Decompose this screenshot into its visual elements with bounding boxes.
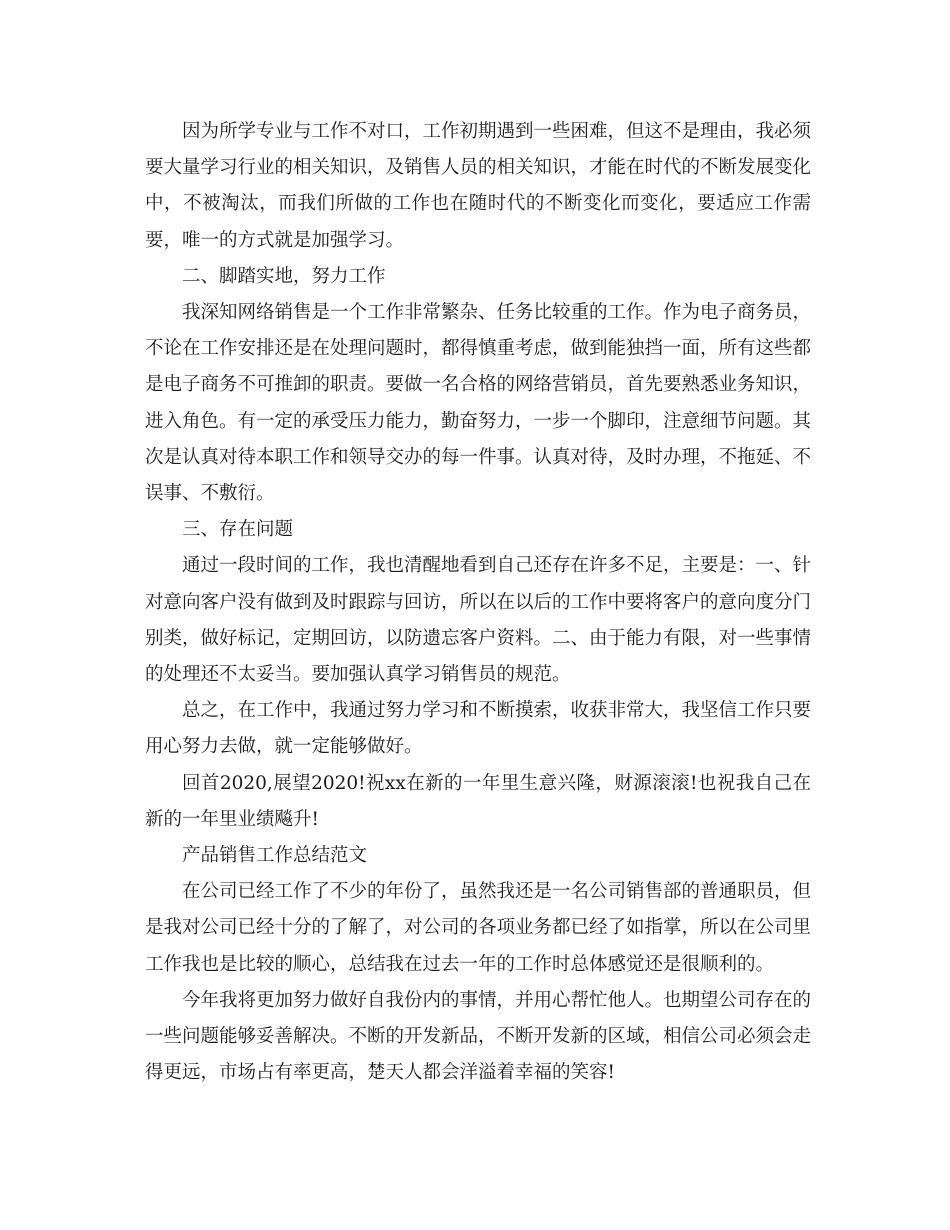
heading-problems: 三、存在问题 — [182, 519, 294, 541]
heading-work-hard: 二、脚踏实地，努力工作 — [182, 265, 386, 287]
paragraph-study: 因为所学专业与工作不对口，工作初期遇到一些困难，但这不是理由，我必须要大量学习行业的相关知识，及销售人员的相关知识，才能在时代的不断发展变化中，不被淘汰，而我们所做的工作也在随时代的不断变化而变化，要适应工作需要，唯一的方式就是加强学习。 — [145, 121, 812, 251]
paragraph-new-year-wishes: 回首2020,展望2020!祝xx在新的一年里生意兴隆，财源滚滚!也祝我自己在新的一年里业绩飚升! — [145, 772, 811, 830]
document-body — [145, 114, 811, 1091]
paragraph-company-experience: 在公司已经工作了不少的年份了，虽然我还是一名公司销售部的普通职员，但是我对公司已经十分的了解了，对公司的各项业务都已经了如指掌，所以在公司里工作我也是比较的顺心，总结我在过去一年的工作时总体感觉还是很顺利的。 — [145, 881, 812, 975]
paragraph-conclusion: 总之，在工作中，我通过努力学习和不断摸索，收获非常大，我坚信工作只要用心努力去做，就一定能够做好。 — [145, 700, 812, 758]
paragraph-shortcomings: 通过一段时间的工作，我也清醒地看到自己还存在许多不足，主要是：一、针对意向客户没有做到及时跟踪与回访，所以在以后的工作中要将客户的意向度分门别类，做好标记，定期回访，以防遗忘客户资料。二、由于能力有限，对一些事情的处理还不太妥当。要加强认真学习销售员的规范。 — [145, 555, 812, 686]
heading-sales-summary: 产品销售工作总结范文 — [182, 845, 368, 867]
paragraph-ecommerce-duties: 我深知网络销售是一个工作非常繁杂、任务比较重的工作。作为电子商务员，不论在工作安排还是在处理问题时，都得慎重考虑，做到能独挡一面，所有这些都是电子商务不可推卸的职责。要做一名合格的网络营销员，首先要熟悉业务知识，进入角色。有一定的承受压力能力，勤奋努力，一步一个脚印，注意细节问题。其次是认真对待本职工作和领导交办的每一件事。认真对待，及时办理，不拖延、不误事、不敷衍。 — [145, 302, 812, 505]
paragraph-future-plans: 今年我将更加努力做好自我份内的事情，并用心帮忙他人。也期望公司存在的一些问题能够妥善解决。不断的开发新品，不断开发新的区域，相信公司必须会走得更远，市场占有率更高，楚天人都会洋溢着幸福的笑容! — [145, 989, 812, 1084]
